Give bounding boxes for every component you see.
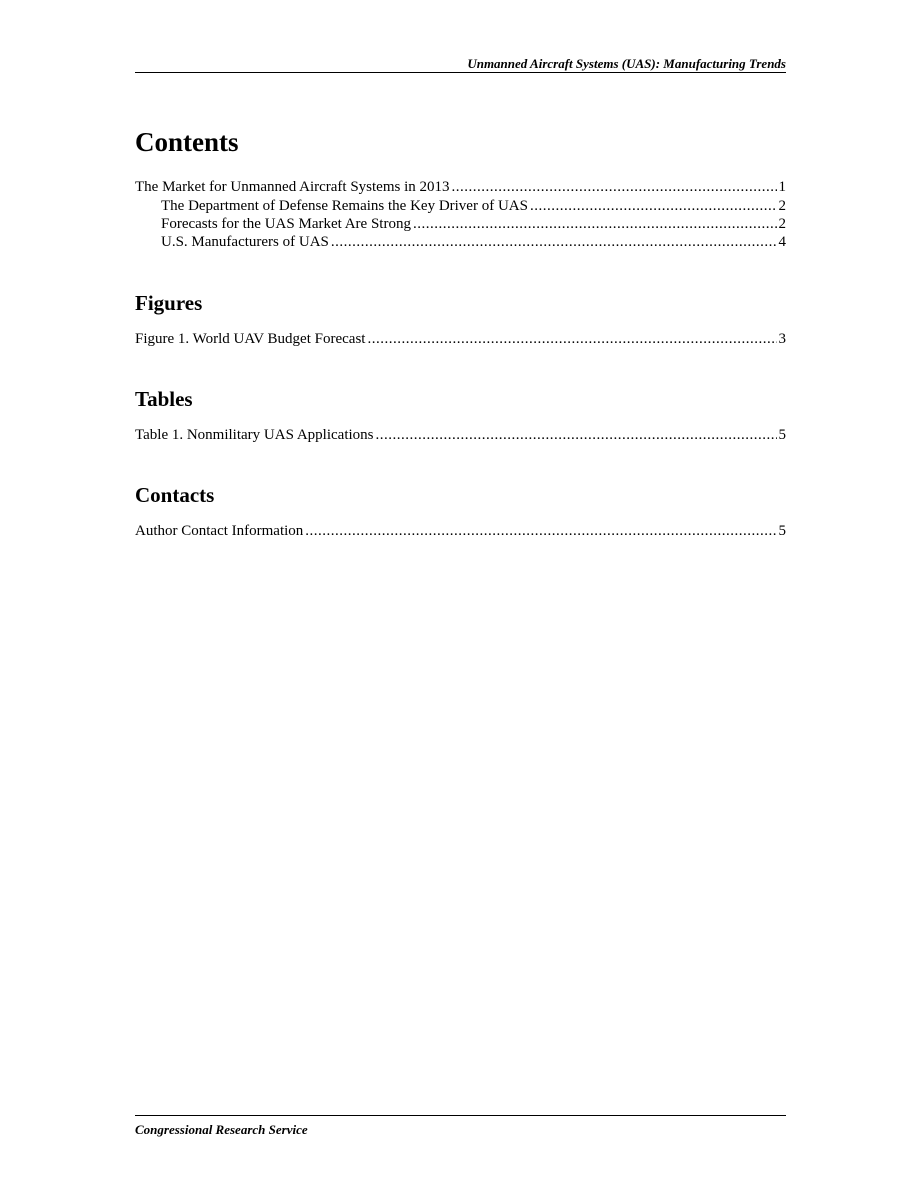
- toc-entry-us-manufacturers[interactable]: [135, 233, 786, 251]
- table-of-contents-page: [135, 123, 786, 541]
- contents-list: [135, 177, 786, 251]
- dot-leader: [413, 215, 777, 233]
- running-title: Unmanned Aircraft Systems (UAS): Manufacturing Trends: [467, 56, 786, 71]
- section-gap: [135, 349, 786, 384]
- toc-entry-author-contact[interactable]: [135, 521, 786, 541]
- dot-leader: [452, 177, 777, 197]
- toc-entry-page: 5: [778, 523, 786, 539]
- dot-leader: [376, 425, 777, 445]
- toc-entry-title: U.S. Manufacturers of UAS: [161, 234, 329, 250]
- section-gap: [135, 251, 786, 288]
- running-header: [135, 55, 786, 73]
- toc-entry-table-1[interactable]: [135, 425, 786, 445]
- contents-heading: Contents: [135, 127, 239, 157]
- toc-entry-page: 4: [778, 234, 786, 250]
- toc-entry-title: Author Contact Information: [135, 523, 304, 539]
- toc-entry-title: The Market for Unmanned Aircraft Systems in 2013: [135, 179, 450, 195]
- contacts-heading: Contacts: [135, 483, 215, 507]
- dot-leader: [530, 197, 777, 215]
- tables-list: [135, 425, 786, 445]
- dot-leader: [367, 329, 776, 349]
- toc-entry-forecasts[interactable]: [135, 215, 786, 233]
- toc-entry-title: Figure 1. World UAV Budget Forecast: [135, 331, 366, 347]
- dot-leader: [331, 233, 777, 251]
- page-footer: [135, 1115, 786, 1138]
- dot-leader: [305, 521, 776, 541]
- toc-entry-market-2013[interactable]: [135, 177, 786, 197]
- toc-entry-title: The Department of Defense Remains the Key Driver of UAS: [161, 198, 528, 214]
- publisher-name: Congressional Research Service: [135, 1122, 308, 1137]
- toc-entry-dod-key-driver[interactable]: [135, 197, 786, 215]
- section-gap: [135, 445, 786, 480]
- toc-entry-page: 5: [778, 427, 786, 443]
- toc-entry-page: 3: [778, 331, 786, 347]
- toc-entry-page: 2: [778, 216, 786, 232]
- toc-entry-title: Table 1. Nonmilitary UAS Applications: [135, 427, 374, 443]
- toc-entry-page: 1: [778, 179, 786, 195]
- tables-heading: Tables: [135, 387, 193, 411]
- figures-heading: Figures: [135, 291, 203, 315]
- figures-list: [135, 329, 786, 349]
- toc-entry-title: Forecasts for the UAS Market Are Strong: [161, 216, 411, 232]
- contacts-list: [135, 521, 786, 541]
- toc-entry-figure-1[interactable]: [135, 329, 786, 349]
- toc-entry-page: 2: [778, 198, 786, 214]
